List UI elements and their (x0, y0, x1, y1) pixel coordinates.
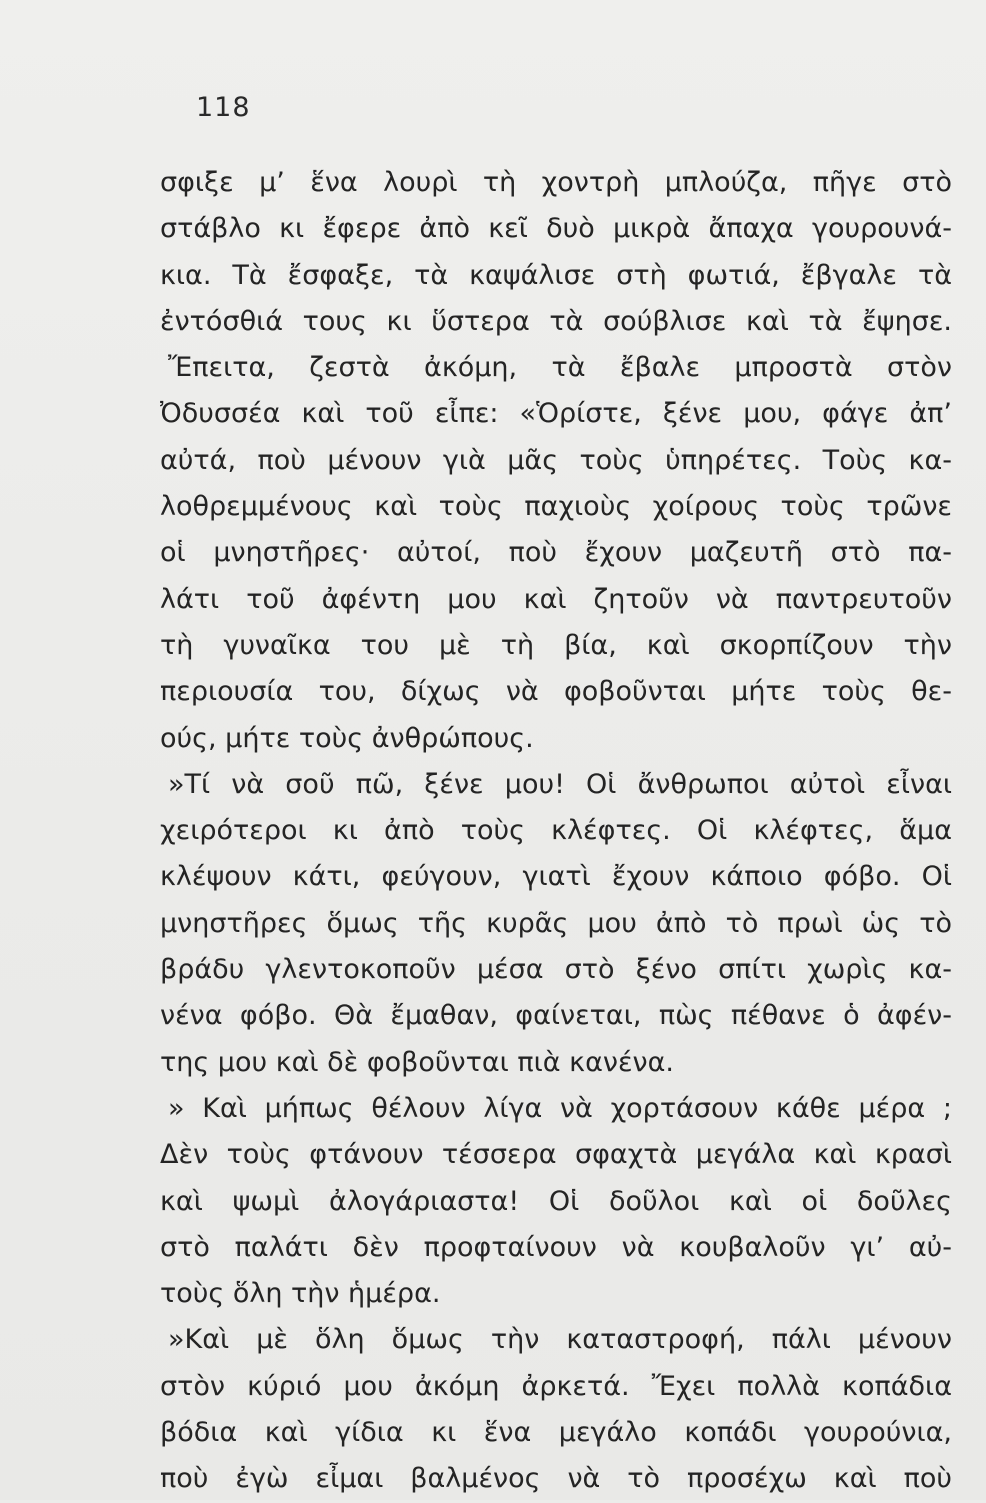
text-line: χειρότεροι κι ἀπὸ τοὺς κλέφτες. Οἱ κλέφτες, ἅμα (160, 815, 952, 847)
text-line: βόδια καὶ γίδια κι ἕνα μεγάλο κοπάδι γουρούνια, (160, 1417, 952, 1449)
text-line: νένα φόβο. Θὰ ἔμαθαν, φαίνεται, πὼς πέθανε ὁ ἀφέν- (160, 1000, 952, 1032)
text-line: μνηστῆρες ὅμως τῆς κυρᾶς μου ἀπὸ τὸ πρωὶ ὡς τὸ (160, 907, 952, 939)
text-line: τὴ γυναῖκα του μὲ τὴ βία, καὶ σκορπίζουν τὴν (160, 629, 952, 661)
text-line: κια. Τὰ ἔσφαξε, τὰ καψάλισε στὴ φωτιά, ἔβγαλε τὰ (160, 259, 952, 291)
text-line: τοὺς ὅλη τὴν ἡμέρα. (160, 1278, 441, 1310)
text-line: ἐντόσθιά τους κι ὕστερα τὰ σούβλισε καὶ τὰ ἔψησε. (160, 305, 952, 337)
text-line: »Καὶ μὲ ὅλη ὅμως τὴν καταστροφή, πάλι μένουν (168, 1324, 952, 1356)
text-line: Ὀδυσσέα καὶ τοῦ εἶπε: «Ὁρίστε, ξένε μου, φάγε ἀπ’ (160, 398, 952, 430)
text-line: στὸν κύριό μου ἀκόμη ἀρκετά. Ἔχει πολλὰ κοπάδια (160, 1370, 952, 1402)
text-line: ποὺ ἐγὼ εἶμαι βαλμένος νὰ τὸ προσέχω καὶ ποὺ (160, 1463, 952, 1495)
text-line: Ἔπειτα, ζεστὰ ἀκόμη, τὰ ἔβαλε μπροστὰ στὸν (168, 352, 952, 384)
text-line: σφιξε μ’ ἕνα λουρὶ τὴ χοντρὴ μπλούζα, πῆγε στὸ (160, 167, 952, 198)
text-line: » Καὶ μήπως θέλουν λίγα νὰ χορτάσουν κάθε μέρα ; (168, 1092, 952, 1124)
body-text (160, 160, 952, 1503)
text-line: στάβλο κι ἔφερε ἀπὸ κεῖ δυὸ μικρὰ ἄπαχα γουρουνά- (160, 213, 952, 245)
text-line: οἱ μνηστῆρες· αὐτοί, ποὺ ἔχουν μαζευτῆ στὸ πα- (160, 537, 952, 569)
text-line: »Τί νὰ σοῦ πῶ, ξένε μου! Οἱ ἄνθρωποι αὐτοὶ εἶναι (168, 768, 952, 800)
text-line: λοθρεμμένους καὶ τοὺς παχιοὺς χοίρους τοὺς τρῶνε (160, 491, 952, 523)
text-line: Δὲν τοὺς φτάνουν τέσσερα σφαχτὰ μεγάλα καὶ κρασὶ (160, 1139, 952, 1171)
text-line: βράδυ γλεντοκοποῦν μέσα στὸ ξένο σπίτι χωρὶς κα- (160, 954, 952, 986)
text-line: καὶ ψωμὶ ἀλογάριαστα! Οἱ δοῦλοι καὶ οἱ δοῦλες (160, 1185, 952, 1217)
text-line: στὸ παλάτι δὲν προφταίνουν νὰ κουβαλοῦν γι’ αὐ- (160, 1231, 952, 1263)
text-line: περιουσία του, δίχως νὰ φοβοῦνται μήτε τοὺς θε- (160, 676, 952, 708)
text-line: κλέψουν κάτι, φεύγουν, γιατὶ ἔχουν κάποιο φόβο. Οἱ (160, 861, 952, 893)
text-line: της μου καὶ δὲ φοβοῦνται πιὰ κανένα. (160, 1046, 675, 1078)
text-line: ούς, μήτε τοὺς ἀνθρώπους. (160, 722, 534, 754)
text-line: αὐτά, ποὺ μένουν γιὰ μᾶς τοὺς ὑπηρέτες. Τοὺς κα- (160, 444, 952, 476)
text-line: λάτι τοῦ ἀφέντη μου καὶ ζητοῦν νὰ παντρευτοῦν (160, 583, 952, 615)
page-number: 118 (196, 92, 251, 123)
